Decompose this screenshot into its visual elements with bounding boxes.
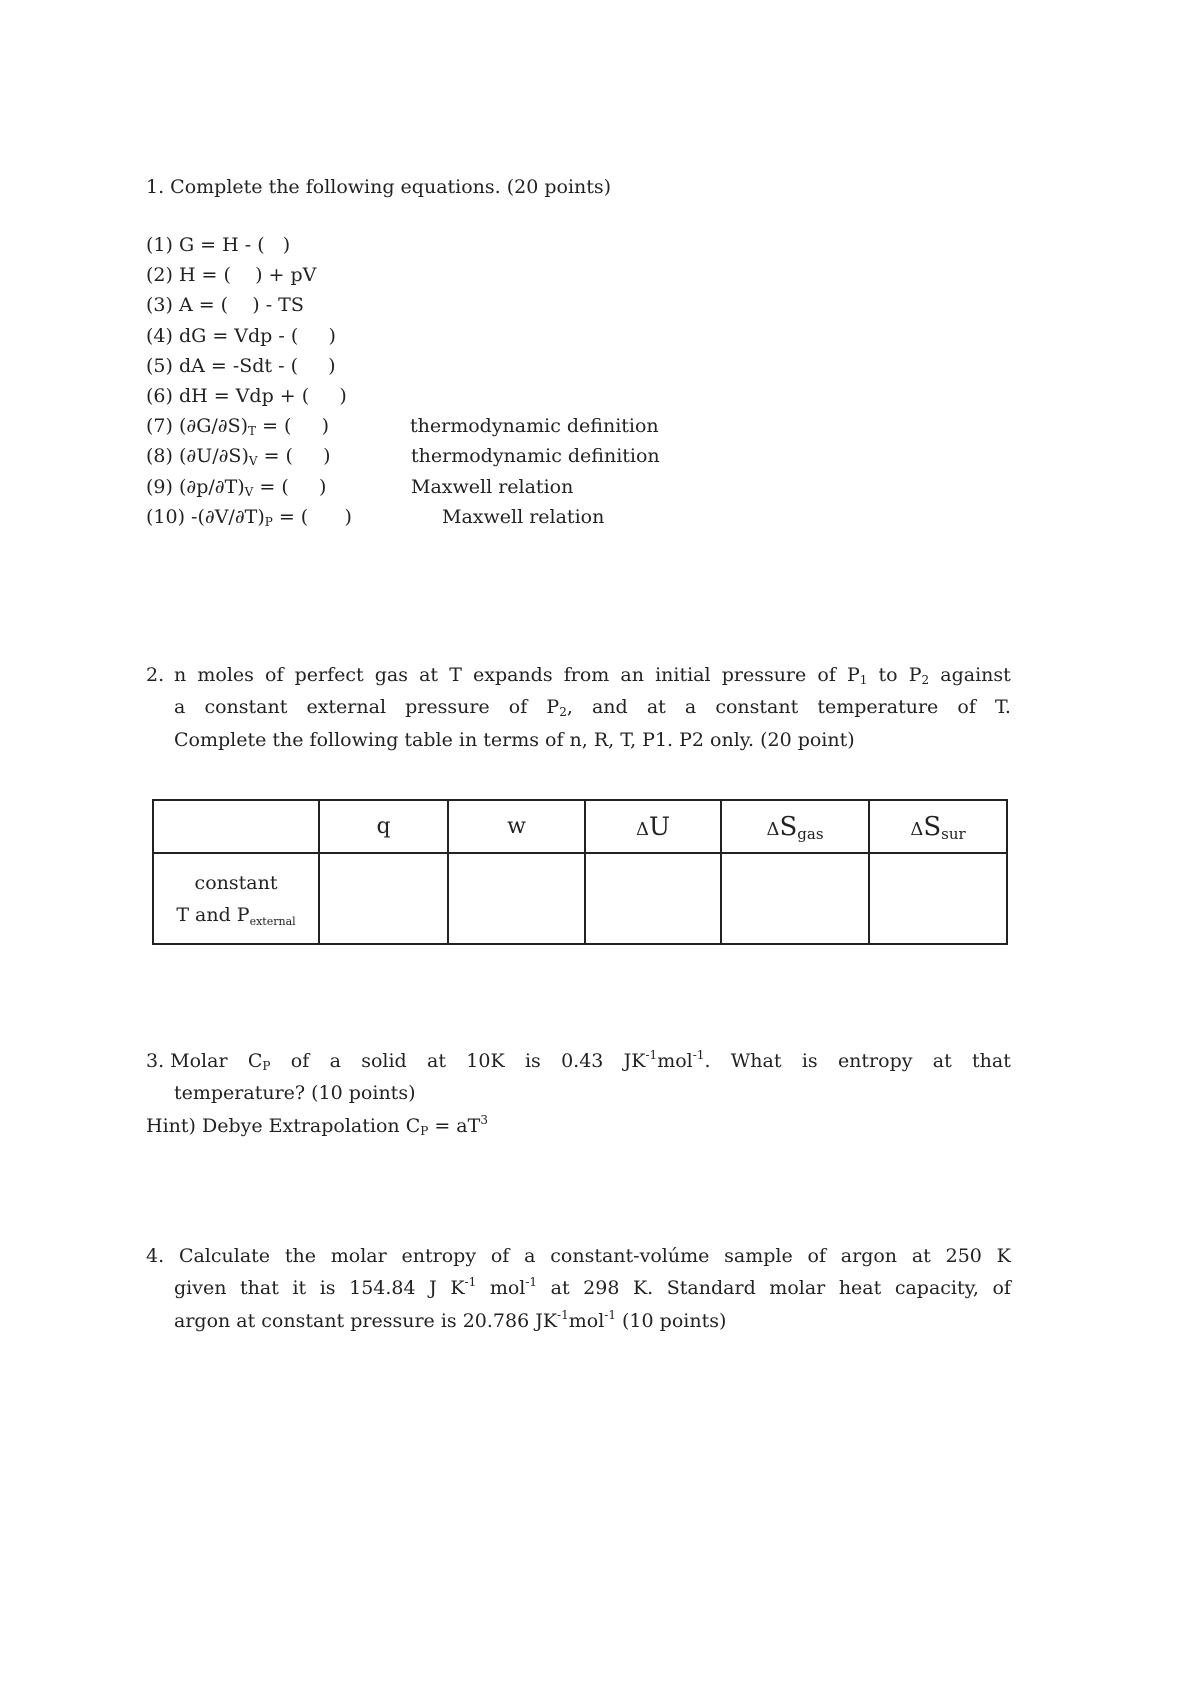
- word: constant: [204, 696, 288, 718]
- word: to: [878, 664, 898, 686]
- word: pressure: [721, 664, 807, 686]
- word: at: [932, 1050, 952, 1072]
- word: 154.84: [349, 1277, 416, 1299]
- word: initial: [655, 664, 711, 686]
- table-header-row: [153, 800, 1007, 853]
- word: entropy: [837, 1050, 913, 1072]
- table-header-q: q: [319, 800, 448, 853]
- q3-line-1: [146, 1050, 1011, 1072]
- word: 0.43: [561, 1050, 604, 1072]
- word: of: [508, 696, 528, 718]
- word: $C_P$: [247, 1050, 271, 1073]
- answer-cell-w[interactable]: [448, 853, 585, 944]
- word: an: [620, 664, 644, 686]
- word: the: [284, 1245, 316, 1267]
- q4-line-1: [146, 1245, 1011, 1267]
- word: 298: [583, 1277, 620, 1299]
- equation-text: (3) A = ( ) - TS: [146, 294, 304, 317]
- word: from: [563, 664, 610, 686]
- word: T: [449, 664, 462, 686]
- word: is: [524, 1050, 541, 1072]
- word: $P_1$: [846, 664, 868, 687]
- table-header-delta-u: ΔU: [585, 800, 721, 853]
- word: is: [801, 1050, 818, 1072]
- word: constant: [715, 696, 799, 718]
- word: entropy: [401, 1245, 477, 1267]
- word: perfect: [294, 664, 364, 686]
- equation-text: (2) H = ( ) + pV: [146, 264, 317, 287]
- word: $K^{-1}$: [450, 1275, 477, 1299]
- equation-text: (6) dH = Vdp + ( ): [146, 385, 347, 407]
- table-header-w: w: [448, 800, 585, 853]
- word: molar: [330, 1245, 387, 1267]
- word: $JK^{-1}mol^{-1}$.: [623, 1048, 711, 1072]
- q2-line-1: [174, 664, 1011, 686]
- q3-hint: Hint) Debye Extrapolation $C_P = aT^3$: [146, 1113, 488, 1138]
- word: at: [550, 1277, 570, 1299]
- word: sample: [724, 1245, 793, 1267]
- word: external: [306, 696, 387, 718]
- equation-text: (1) G = H - ( ): [146, 234, 291, 256]
- word: a: [174, 696, 186, 718]
- word: Standard: [666, 1277, 756, 1299]
- equation-note: thermodynamic definition: [410, 415, 659, 438]
- equation-note: Maxwell relation: [442, 505, 605, 528]
- word: constant-volúme: [550, 1245, 710, 1267]
- q4-line-3: argon at constant pressure is 20.786 $JK^{-1}mol^{-1}$ (10 points): [174, 1308, 727, 1332]
- word: 4.: [146, 1245, 165, 1267]
- word: of: [807, 1245, 826, 1267]
- word: 250: [945, 1245, 982, 1267]
- word: expands: [472, 664, 553, 686]
- word: K.: [632, 1277, 654, 1299]
- word: K: [996, 1245, 1011, 1267]
- word: that: [240, 1277, 279, 1299]
- word: of: [992, 1277, 1011, 1299]
- equation-note: Maxwell relation: [411, 475, 574, 498]
- word: at: [911, 1245, 931, 1267]
- q4-line-2: [174, 1277, 1011, 1299]
- answer-cell-q[interactable]: [319, 853, 448, 944]
- q1-title: 1. Complete the following equations. (20 points): [146, 176, 612, 198]
- word: of: [290, 1050, 310, 1072]
- word: mol$^{-1}$: [489, 1275, 538, 1299]
- word: Calculate: [178, 1245, 271, 1267]
- word: it: [292, 1277, 307, 1299]
- word: and: [591, 696, 628, 718]
- row-label-line-1: constant: [194, 871, 278, 894]
- word: argon: [840, 1245, 898, 1267]
- q3-line-2: temperature? (10 points): [174, 1082, 416, 1104]
- equation-text: (8) $(\partial U/\partial S)_V$ = ( ): [146, 445, 331, 469]
- equation-text: (9) $(\partial p/\partial T)_V$ = ( ): [146, 475, 327, 499]
- word: J: [429, 1277, 437, 1299]
- word: a: [329, 1050, 341, 1072]
- equation-note: thermodynamic definition: [411, 445, 660, 468]
- q2-line-2: [174, 696, 1011, 718]
- word: of: [265, 664, 284, 686]
- table-header-delta-s-sur: $\Delta S_{sur}$: [869, 800, 1007, 853]
- word: heat: [838, 1277, 882, 1299]
- equation-text: (7) $(\partial G/\partial S)_T$ = ( ): [146, 415, 330, 439]
- word: moles: [197, 664, 254, 686]
- table-header-blank: [153, 800, 319, 853]
- q2-line-3: Complete the following table in terms of n, R, T, P1. P2 only. (20 point): [174, 729, 855, 751]
- word: capacity,: [894, 1277, 979, 1299]
- word: a: [524, 1245, 536, 1267]
- word: molar: [769, 1277, 826, 1299]
- word: 3. Molar: [146, 1050, 228, 1072]
- word: pressure: [405, 696, 490, 718]
- row-label: [153, 853, 319, 944]
- word: What: [730, 1050, 782, 1072]
- word: at: [427, 1050, 446, 1072]
- answer-cell-delta-u[interactable]: [585, 853, 721, 944]
- word: solid: [361, 1050, 407, 1072]
- answer-cell-delta-s-sur[interactable]: [869, 853, 1007, 944]
- word: is: [319, 1277, 336, 1299]
- word: 10K: [466, 1050, 505, 1072]
- word: of: [490, 1245, 510, 1267]
- word: of: [957, 696, 976, 718]
- word: $P_2$,: [546, 696, 573, 719]
- answer-table: [152, 799, 1008, 945]
- row-label-line-2: T and $P_{external}$: [176, 903, 296, 928]
- q2-number: 2.: [146, 664, 165, 686]
- word: that: [972, 1050, 1011, 1072]
- word: $P_2$: [908, 664, 930, 687]
- answer-cell-delta-s-gas[interactable]: [721, 853, 869, 944]
- table-header-delta-s-gas: $\Delta S_{gas}$: [721, 800, 869, 853]
- word: temperature: [817, 696, 939, 718]
- equation-text: (4) dG = Vdp - ( ): [146, 324, 336, 347]
- word: a: [684, 696, 697, 718]
- word: against: [940, 664, 1011, 686]
- word: at: [646, 696, 666, 718]
- word: gas: [374, 664, 408, 686]
- equation-text: (5) dA = -Sdt - ( ): [146, 354, 336, 377]
- word: T.: [994, 696, 1011, 718]
- word: of: [817, 664, 836, 686]
- word: n: [174, 664, 187, 686]
- equation-text: (10) $-(\partial V/\partial T)_P$ = ( ): [146, 505, 352, 529]
- table-row: [153, 853, 1007, 944]
- word: given: [174, 1277, 227, 1299]
- word: at: [419, 664, 439, 686]
